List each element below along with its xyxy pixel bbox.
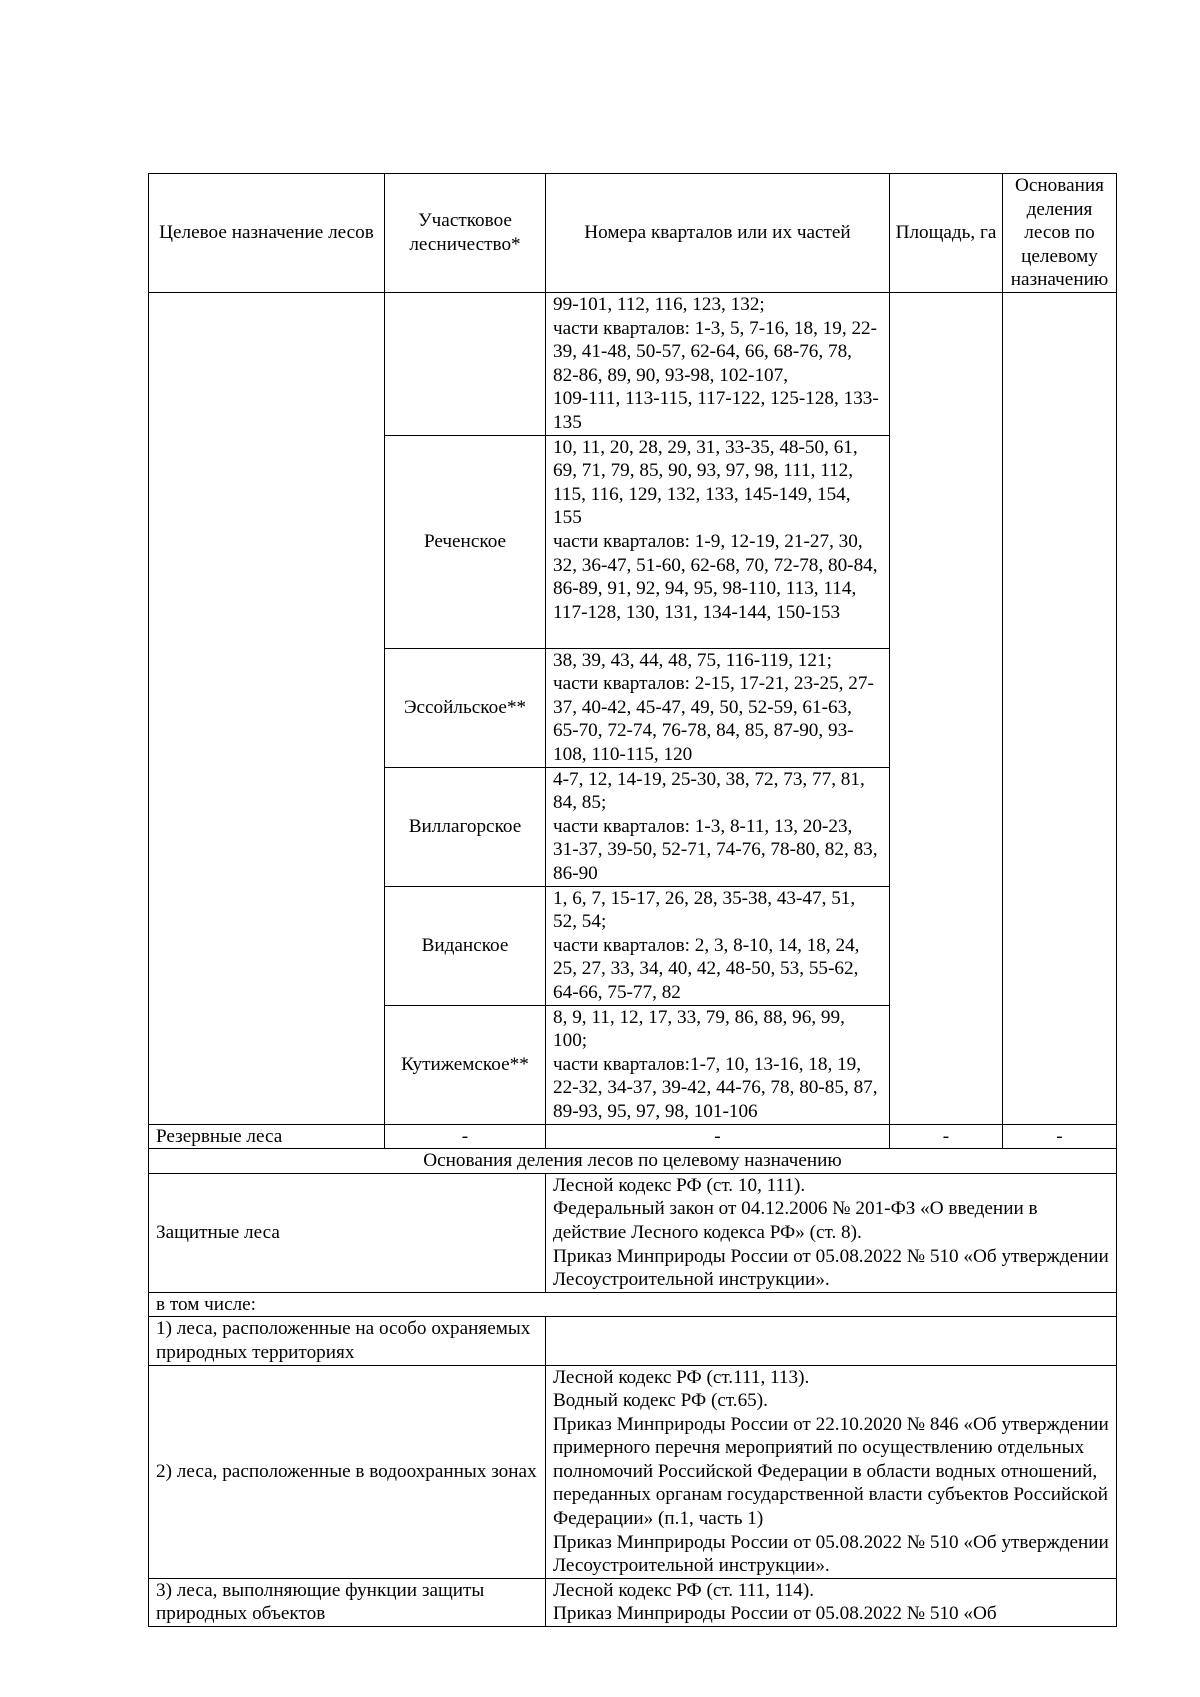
header-forestry: Участковое лесничество* bbox=[385, 174, 546, 293]
protective-row bbox=[149, 1173, 1117, 1292]
header-purpose: Целевое назначение лесов bbox=[149, 174, 385, 293]
quarters-cell: 99-101, 112, 116, 123, 132; части кварталов: 1-3, 5, 7-16, 18, 19, 22-39, 41-48, 50-57, 62-64, 66, 68-76, 78, 82-86, 89, 90, 93-98, 102-107, 109-111, 113-115, 117-122, 125-128, 133-135 bbox=[546, 293, 890, 436]
header-quarters: Номера кварталов или их частей bbox=[546, 174, 890, 293]
header-area: Площадь, га bbox=[890, 174, 1003, 293]
quarters-cell: 1, 6, 7, 15-17, 26, 28, 35-38, 43-47, 51, 52, 54; части кварталов: 2, 3, 8-10, 14, 18, 24, 25, 27, 33, 34, 40, 42, 48-50, 53, 55-62, 64-66, 75-77, 82 bbox=[546, 886, 890, 1005]
category-row bbox=[149, 1365, 1117, 1578]
including-label: в том числе: bbox=[149, 1292, 1117, 1317]
table-row bbox=[149, 293, 1117, 436]
basis-cell-empty bbox=[1003, 293, 1117, 1125]
forestry-cell: Реченское bbox=[385, 435, 546, 648]
category-label: 2) леса, расположенные в водоохранных зонах bbox=[149, 1365, 546, 1578]
header-basis: Основания деления лесов по целевому назначению bbox=[1003, 174, 1117, 293]
category-basis bbox=[546, 1317, 1117, 1365]
including-row bbox=[149, 1292, 1117, 1317]
category-label: 3) леса, выполняющие функции защиты природных объектов bbox=[149, 1578, 546, 1626]
reserve-row bbox=[149, 1124, 1117, 1149]
purpose-cell-empty bbox=[149, 293, 385, 1125]
forestry-cell: Эссойльское** bbox=[385, 648, 546, 767]
quarters-cell: 10, 11, 20, 28, 29, 31, 33-35, 48-50, 61, 69, 71, 79, 85, 90, 93, 97, 98, 111, 112, 115, 116, 129, 132, 133, 145-149, 154, 155 части кварталов: 1-9, 12-19, 21-27, 30, 32, 36-47, 51-60, 62-68, 70, 72-78, 80-84, 86-89, 91, 92, 94, 95, 98-110, 113, 114, 117-128, 130, 131, 134-144, 150-153 bbox=[546, 435, 890, 648]
basis-title-row bbox=[149, 1149, 1117, 1174]
reserve-dash: - bbox=[546, 1124, 890, 1149]
forestry-cell: Виданское bbox=[385, 886, 546, 1005]
protective-label: Защитные леса bbox=[149, 1173, 546, 1292]
forest-purpose-table bbox=[148, 173, 1117, 1627]
category-label: 1) леса, расположенные на особо охраняемых природных территориях bbox=[149, 1317, 546, 1365]
forestry-cell bbox=[385, 293, 546, 436]
quarters-cell: 38, 39, 43, 44, 48, 75, 116-119, 121; части кварталов: 2-15, 17-21, 23-25, 27-37, 40-42, 45-47, 49, 50, 52-59, 61-63, 65-70, 72-74, 76-78, 84, 85, 87-90, 93-108, 110-115, 120 bbox=[546, 648, 890, 767]
protective-basis: Лесной кодекс РФ (ст. 10, 111). Федеральный закон от 04.12.2006 № 201-ФЗ «О введении в действие Лесного кодекса РФ» (ст. 8). Приказ Минприроды России от 05.08.2022 № 510 «Об утверждении Лесоустроительной инструкции». bbox=[546, 1173, 1117, 1292]
quarters-cell: 4-7, 12, 14-19, 25-30, 38, 72, 73, 77, 81, 84, 85; части кварталов: 1-3, 8-11, 13, 20-23, 31-37, 39-50, 52-71, 74-76, 78-80, 82, 83, 86-90 bbox=[546, 767, 890, 886]
category-row bbox=[149, 1317, 1117, 1365]
basis-title: Основания деления лесов по целевому назначению bbox=[149, 1149, 1117, 1174]
reserve-dash: - bbox=[890, 1124, 1003, 1149]
reserve-dash: - bbox=[1003, 1124, 1117, 1149]
category-row bbox=[149, 1578, 1117, 1626]
forestry-cell: Виллагорское bbox=[385, 767, 546, 886]
forestry-cell: Кутижемское** bbox=[385, 1005, 546, 1124]
reserve-label: Резервные леса bbox=[149, 1124, 385, 1149]
quarters-cell: 8, 9, 11, 12, 17, 33, 79, 86, 88, 96, 99, 100; части кварталов:1-7, 10, 13-16, 18, 19, 22-32, 34-37, 39-42, 44-76, 78, 80-85, 87, 89-93, 95, 97, 98, 101-106 bbox=[546, 1005, 890, 1124]
area-cell-empty bbox=[890, 293, 1003, 1125]
category-basis: Лесной кодекс РФ (ст. 111, 114). Приказ Минприроды России от 05.08.2022 № 510 «Об bbox=[546, 1578, 1117, 1626]
category-basis: Лесной кодекс РФ (ст.111, 113). Водный кодекс РФ (ст.65). Приказ Минприроды России от 22.10.2020 № 846 «Об утверждении примерного перечня мероприятий по осуществлению отдельных полномочий Российской Федерации в области водных отношений, переданных органам государственной власти субъектов Российской Федерации» (п.1, часть 1) Приказ Минприроды России от 05.08.2022 № 510 «Об утверждении Лесоустроительной инструкции». bbox=[546, 1365, 1117, 1578]
reserve-dash: - bbox=[385, 1124, 546, 1149]
table-header-row bbox=[149, 174, 1117, 293]
